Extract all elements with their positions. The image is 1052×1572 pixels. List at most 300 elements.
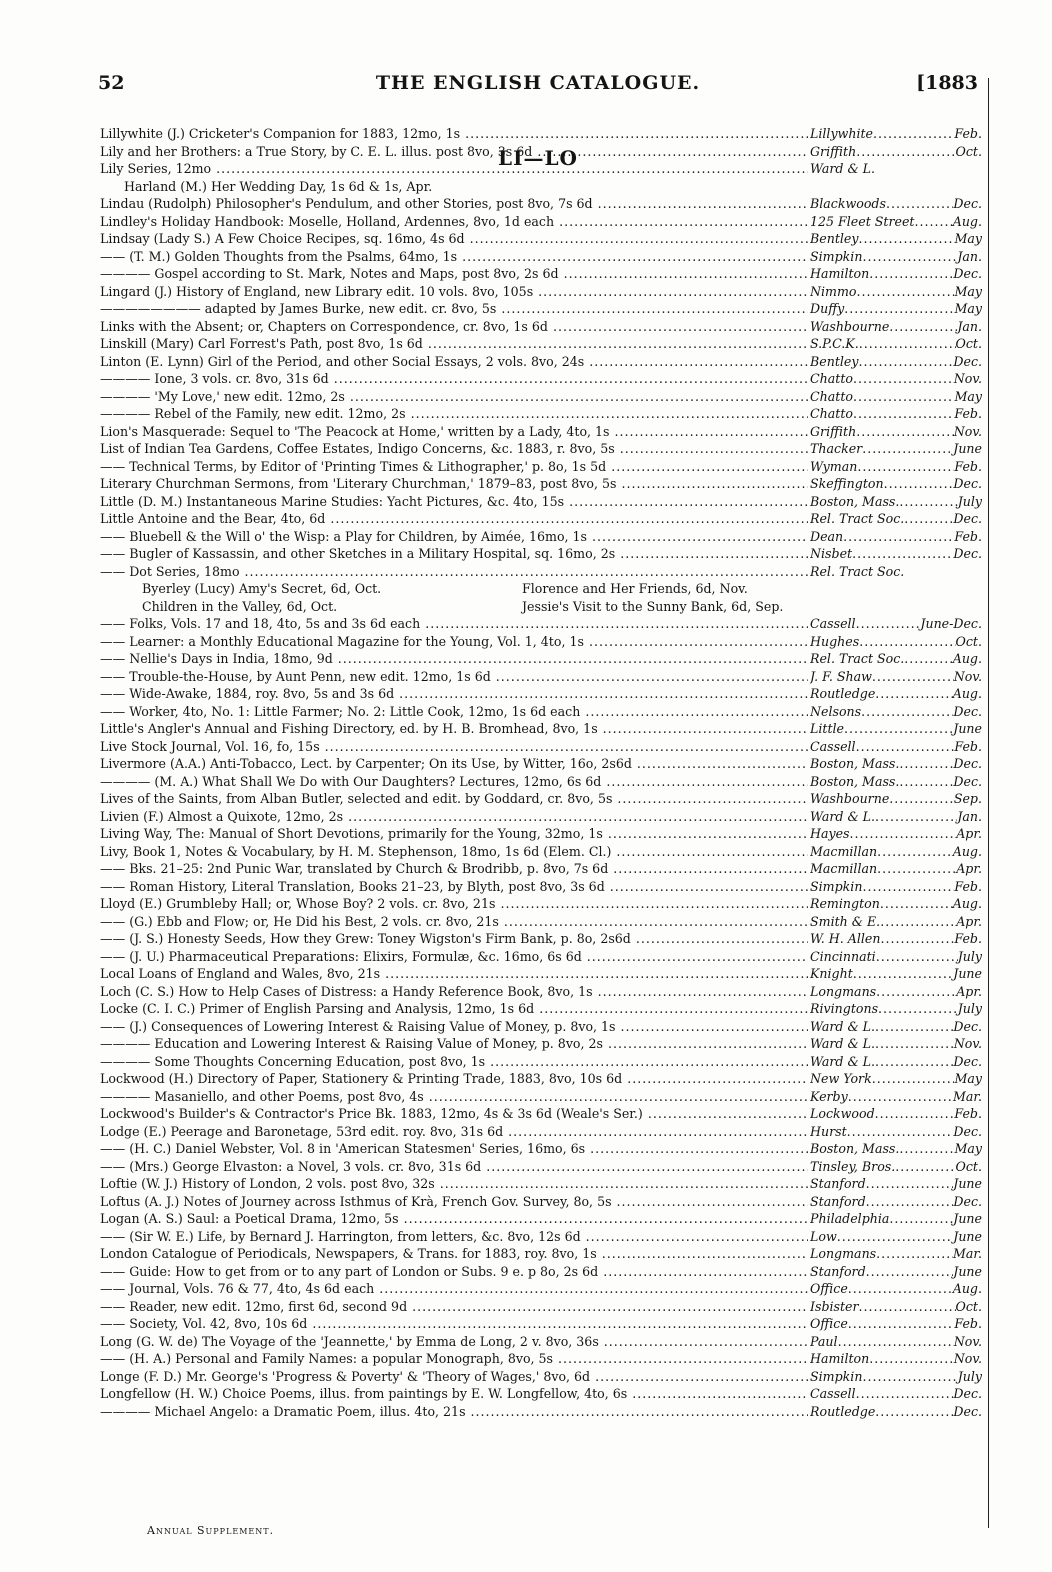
publication-month: Feb. — [954, 931, 982, 946]
entry-title: Locke (C. I. C.) Primer of English Parsing and Analysis, 12mo, 1s 6d ..... — [100, 1001, 808, 1016]
publication-month: Apr. — [956, 913, 982, 929]
catalogue-entry — [100, 1001, 982, 1019]
publication-month: Oct. — [955, 1158, 982, 1174]
publisher-name: Rel. Tract Soc. ..... — [810, 511, 953, 526]
publisher-name: Griffith ..... — [810, 424, 954, 439]
publication-month: Jan. — [957, 248, 982, 264]
publication-month: May — [954, 388, 982, 404]
entry-title: —— Journal, Vols. 76 & 77, 4to, 4s 6d each ..... — [100, 1281, 808, 1296]
entry-title: —— Guide: How to get from or to any part of London or Subs. 9 e. p 8o, 2s 6d ..... — [100, 1264, 808, 1279]
entry-title: ———— (M. A.) What Shall We Do with Our Daughters? Lectures, 12mo, 6s 6d ..... — [100, 774, 808, 789]
entry-title: —— (J. S.) Honesty Seeds, How they Grew: Toney Wigston's Firm Bank, p. 8o, 2s6d ..... — [100, 931, 808, 946]
entry-title: —— Bluebell & the Will o' the Wisp: a Play for Children, by Aimée, 16mo, 1s ..... — [100, 529, 808, 544]
publisher-name: Bentley ..... — [810, 231, 954, 246]
catalogue-entry — [100, 1299, 982, 1317]
entry-publisher — [810, 1246, 982, 1261]
publication-month: May — [954, 231, 982, 246]
publication-month: Dec. — [953, 1053, 982, 1069]
entry-title: ———— Ione, 3 vols. cr. 8vo, 31s 6d ..... — [100, 371, 808, 386]
entry-title: —— Wide-Awake, 1884, roy. 8vo, 5s and 3s 6d ..... — [100, 686, 808, 701]
entry-title: Livermore (A.A.) Anti-Tobacco, Lect. by Carpenter; On its Use, by Witter, 16o, 2s6d ..... — [100, 756, 808, 771]
catalogue-entry — [100, 494, 982, 512]
entry-title: Loch (C. S.) How to Help Cases of Distress: a Handy Reference Book, 8vo, 1s ..... — [100, 984, 808, 999]
catalogue-entry — [100, 1229, 982, 1247]
entry-publisher — [810, 914, 982, 929]
publisher-name: Griffith ..... — [810, 144, 956, 159]
publication-month: June — [953, 721, 982, 736]
entry-publisher — [810, 336, 982, 351]
catalogue-entry — [100, 1194, 982, 1212]
entry-title: Linskill (Mary) Carl Forrest's Path, post 8vo, 1s 6d ..... — [100, 336, 808, 351]
catalogue-entry — [100, 861, 982, 879]
entry-title: —— Roman History, Literal Translation, Books 21–23, by Blyth, post 8vo, 3s 6d ..... — [100, 879, 808, 894]
publication-month: June — [953, 1228, 982, 1244]
entry-title: ———— Masaniello, and other Poems, post 8vo, 4s ..... — [100, 1089, 808, 1104]
catalogue-entry — [100, 249, 982, 267]
entry-publisher — [810, 809, 982, 824]
entry-publisher — [810, 756, 982, 771]
entry-title: ———— Gospel according to St. Mark, Notes and Maps, post 8vo, 2s 6d ..... — [100, 266, 808, 281]
catalogue-entry — [100, 1369, 982, 1387]
publisher-name: Simpkin ..... — [810, 1369, 958, 1384]
entry-publisher — [810, 1386, 982, 1401]
entry-title: —— Folks, Vols. 17 and 18, 4to, 5s and 3s 6d each ..... — [100, 616, 808, 631]
entry-title: Lodge (E.) Peerage and Baronetage, 53rd edit. roy. 8vo, 31s 6d ..... — [100, 1124, 808, 1139]
entry-publisher — [810, 301, 982, 316]
publication-month: July — [957, 1001, 982, 1016]
catalogue-entry — [100, 231, 982, 249]
publisher-name: Chatto ..... — [810, 406, 954, 421]
entry-title: Lindley's Holiday Handbook: Moselle, Holland, Ardennes, 8vo, 1d each ..... — [100, 214, 808, 229]
entry-title: Lillywhite (J.) Cricketer's Companion for 1883, 12mo, 1s ..... — [100, 126, 808, 141]
entry-title: ———— Rebel of the Family, new edit. 12mo, 2s ..... — [100, 406, 808, 421]
publication-month: July — [957, 948, 982, 964]
publisher-name: Washbourne ..... — [810, 319, 957, 334]
entry-title: —— Technical Terms, by Editor of 'Printing Times & Lithographer,' p. 8o, 1s 5d ..... — [100, 459, 808, 474]
entry-title: —— Reader, new edit. 12mo, first 6d, second 9d ..... — [100, 1299, 808, 1314]
publisher-name: Stanford ..... — [810, 1194, 953, 1209]
dot-series-title: Byerley (Lucy) Amy's Secret, 6d, Oct. — [142, 581, 382, 596]
entry-publisher — [810, 1229, 982, 1244]
entry-title: —— Bugler of Kassassin, and other Sketches in a Military Hospital, sq. 16mo, 2s ..... — [100, 546, 808, 561]
entry-publisher — [810, 879, 982, 894]
publication-month: Feb. — [954, 458, 982, 474]
catalogue-entry — [100, 651, 982, 669]
catalogue-entry — [100, 161, 982, 179]
entry-title: —— (Sir W. E.) Life, by Bernard J. Harrington, from letters, &c. 8vo, 12s 6d ..... — [100, 1229, 808, 1244]
publisher-name: Macmillan ..... — [810, 861, 956, 876]
entry-title: Lockwood (H.) Directory of Paper, Stationery & Printing Trade, 1883, 8vo, 10s 6d ..... — [100, 1071, 808, 1086]
entry-title: —— Worker, 4to, No. 1: Little Farmer; No. 2: Little Cook, 12mo, 1s 6d each ..... — [100, 704, 808, 719]
publication-month: Nov. — [953, 1351, 982, 1366]
entry-publisher — [810, 161, 982, 176]
catalogue-entry — [100, 756, 982, 774]
entry-title: ———— 'My Love,' new edit. 12mo, 2s ..... — [100, 389, 808, 404]
entry-publisher — [810, 371, 982, 386]
entry-publisher — [810, 284, 982, 299]
catalogue-entry — [100, 704, 982, 722]
publication-month: June — [953, 1176, 982, 1191]
entry-title: London Catalogue of Periodicals, Newspapers, & Trans. for 1883, roy. 8vo, 1s ..... — [100, 1246, 808, 1261]
publisher-name: Washbourne ..... — [810, 791, 954, 806]
entry-title: Loftie (W. J.) History of London, 2 vols. post 8vo, 32s ..... — [100, 1176, 808, 1191]
publication-month: Oct. — [955, 633, 982, 649]
publication-month: May — [954, 1071, 982, 1086]
publisher-name: Stanford ..... — [810, 1264, 953, 1279]
entry-title: —— (H. A.) Personal and Family Names: a popular Monograph, 8vo, 5s ..... — [100, 1351, 808, 1366]
catalogue-title: THE ENGLISH CATALOGUE. — [375, 72, 701, 94]
entry-publisher — [810, 564, 982, 579]
catalogue-entry — [100, 214, 982, 232]
entry-title: —— (T. M.) Golden Thoughts from the Psalms, 64mo, 1s ..... — [100, 249, 808, 264]
entry-publisher — [810, 686, 982, 701]
publication-month: Dec. — [953, 1193, 982, 1209]
entry-title: Linton (E. Lynn) Girl of the Period, and other Social Essays, 2 vols. 8vo, 24s ..... — [100, 354, 808, 369]
catalogue-entry — [100, 1036, 982, 1054]
entry-publisher — [810, 354, 982, 369]
entry-publisher — [810, 406, 982, 421]
publication-month: Dec. — [953, 703, 982, 719]
entry-title: Lloyd (E.) Grumbleby Hall; or, Whose Boy? 2 vols. cr. 8vo, 21s ..... — [100, 896, 808, 911]
publisher-name: Smith & E. ..... — [810, 914, 956, 929]
catalogue-entry — [100, 791, 982, 809]
entry-title: List of Indian Tea Gardens, Coffee Estates, Indigo Concerns, &c. 1883, r. 8vo, 5s ..... — [100, 441, 808, 456]
page-number: 52 — [98, 72, 125, 94]
publication-month: Feb. — [954, 1316, 982, 1331]
entry-publisher — [810, 721, 982, 736]
publisher-name: Boston, Mass. ..... — [810, 1141, 954, 1156]
publisher-name: Cassell ..... — [810, 739, 954, 754]
entry-publisher — [810, 126, 982, 141]
catalogue-entry — [100, 529, 982, 547]
catalogue-entry — [100, 844, 982, 862]
entry-title: Loftus (A. J.) Notes of Journey across Isthmus of Krà, French Gov. Survey, 8o, 5s ..... — [100, 1194, 808, 1209]
publisher-name: Hamilton ..... — [810, 1351, 954, 1366]
catalogue-entry — [100, 441, 982, 459]
catalogue-entry — [100, 826, 982, 844]
publication-month: Oct. — [955, 1298, 982, 1314]
publication-month: Dec. — [953, 1123, 982, 1139]
entry-publisher — [810, 476, 982, 491]
publisher-name: Hurst ..... — [810, 1124, 953, 1139]
entry-publisher — [810, 1124, 982, 1139]
entry-title: —— (J. U.) Pharmaceutical Preparations: Elixirs, Formulæ, &c. 16mo, 6s 6d ..... — [100, 949, 808, 964]
catalogue-entry — [100, 1019, 982, 1037]
entry-publisher — [810, 389, 982, 404]
publisher-name: Knight ..... — [810, 966, 953, 981]
catalogue-entry — [100, 669, 982, 687]
entry-title: Local Loans of England and Wales, 8vo, 21s ..... — [100, 966, 808, 981]
publisher-name: Ward & L. ..... — [810, 1036, 954, 1051]
publication-month: Dec. — [953, 1386, 982, 1401]
entry-publisher — [810, 651, 982, 666]
catalogue-entry — [100, 984, 982, 1002]
entry-publisher — [810, 1019, 982, 1034]
catalogue-entry — [100, 1404, 982, 1422]
catalogue-year: [1883 — [916, 72, 978, 94]
catalogue-entry — [100, 319, 982, 337]
publisher-name: Rel. Tract Soc. ..... — [810, 651, 953, 666]
catalogue-entry — [100, 1211, 982, 1229]
entry-title: Lives of the Saints, from Alban Butler, selected and edit. by Goddard, cr. 8vo, 5s ..... — [100, 791, 808, 806]
publisher-name: Low ..... — [810, 1229, 953, 1244]
catalogue-entry — [100, 1176, 982, 1194]
publisher-name: Hughes ..... — [810, 634, 956, 649]
entry-publisher — [810, 844, 982, 859]
catalogue-entry — [100, 879, 982, 897]
entry-publisher — [810, 1176, 982, 1191]
entry-title: —— Trouble-the-House, by Aunt Penn, new edit. 12mo, 1s 6d ..... — [100, 669, 808, 684]
publisher-name: W. H. Allen ..... — [810, 931, 954, 946]
publisher-name: Cincinnati ..... — [810, 949, 958, 964]
publication-month: Dec. — [953, 1403, 982, 1419]
catalogue-entry — [100, 809, 982, 827]
catalogue-entry — [100, 1246, 982, 1264]
entry-publisher — [810, 494, 982, 509]
catalogue-entry — [100, 634, 982, 652]
publisher-name: Cassell ..... — [810, 616, 920, 631]
publication-month: Dec. — [953, 1018, 982, 1034]
publication-month: Mar. — [952, 1088, 982, 1104]
entry-publisher — [810, 1316, 982, 1331]
catalogue-entry — [100, 546, 982, 564]
entry-publisher — [810, 214, 982, 229]
catalogue-entry — [100, 424, 982, 442]
catalogue-entry — [100, 284, 982, 302]
publisher-name: Chatto ..... — [810, 371, 954, 386]
publisher-name: Longmans ..... — [810, 1246, 953, 1261]
catalogue-entry — [100, 739, 982, 757]
catalogue-entry — [100, 476, 982, 494]
catalogue-entry — [100, 931, 982, 949]
entry-publisher — [810, 459, 982, 474]
entry-publisher — [810, 1281, 982, 1296]
publication-month: Dec. — [953, 196, 982, 211]
publication-month: Dec. — [953, 546, 982, 561]
publication-month: Sep. — [953, 791, 982, 806]
entry-title: —— Dot Series, 18mo ..... — [100, 564, 808, 579]
publication-month: Mar. — [952, 1246, 982, 1261]
entry-title: Live Stock Journal, Vol. 16, fo, 15s ..... — [100, 739, 808, 754]
publisher-name: Routledge ..... — [810, 1404, 953, 1419]
publication-month: Jan. — [957, 808, 982, 824]
publisher-name: Office ..... — [810, 1281, 953, 1296]
publisher-name: Remington ..... — [810, 896, 953, 911]
publication-month: Dec. — [953, 773, 982, 789]
entry-publisher — [810, 966, 982, 981]
entry-title: —— Society, Vol. 42, 8vo, 10s 6d ..... — [100, 1316, 808, 1331]
entry-publisher — [810, 1369, 982, 1384]
publication-month: Apr. — [956, 826, 982, 841]
entry-publisher — [810, 441, 982, 456]
entry-title: Logan (A. S.) Saul: a Poetical Drama, 12mo, 5s ..... — [100, 1211, 808, 1226]
entry-title: ———— Education and Lowering Interest & Raising Value of Money, p. 8vo, 2s ..... — [100, 1036, 808, 1051]
entry-title: Livy, Book 1, Notes & Vocabulary, by H. M. Stephenson, 18mo, 1s 6d (Elem. Cl.) ..... — [100, 844, 808, 859]
publisher-name: Little ..... — [810, 721, 953, 736]
catalogue-entries — [100, 126, 982, 1421]
publisher-name: Ward & L. ..... — [810, 1019, 953, 1034]
publication-month: Aug. — [952, 686, 982, 701]
entry-publisher — [810, 1001, 982, 1016]
publication-month: May — [954, 1141, 982, 1156]
entry-publisher — [810, 826, 982, 841]
entry-title: Living Way, The: Manual of Short Devotions, primarily for the Young, 32mo, 1s ..... — [100, 826, 808, 841]
publisher-name: Simpkin ..... — [810, 249, 957, 264]
publication-month: Apr. — [956, 983, 982, 999]
publication-month: Aug. — [952, 213, 982, 229]
publisher-name: Philadelphia ..... — [810, 1211, 953, 1226]
catalogue-entry — [100, 1071, 982, 1089]
publication-month: Nov. — [953, 1333, 982, 1349]
entry-title: Lily Series, 12mo ..... — [100, 161, 808, 176]
entry-publisher — [810, 249, 982, 264]
publication-month: Aug. — [952, 896, 982, 911]
publication-month: Feb. — [954, 406, 982, 421]
entry-publisher — [810, 266, 982, 281]
publisher-name: Isbister ..... — [810, 1299, 956, 1314]
entry-title: —— Nellie's Days in India, 18mo, 9d ..... — [100, 651, 808, 666]
catalogue-entry — [100, 1281, 982, 1299]
publication-month: Dec. — [953, 511, 982, 526]
entry-title: Lion's Masquerade: Sequel to 'The Peacock at Home,' written by a Lady, 4to, 1s ..... — [100, 424, 808, 439]
entry-title: Long (G. W. de) The Voyage of the 'Jeannette,' by Emma de Long, 2 v. 8vo, 36s ..... — [100, 1334, 808, 1349]
entry-title: Lily and her Brothers: a True Story, by C. E. L. illus. post 8vo, 3s 6d ..... — [100, 144, 808, 159]
entry-publisher — [810, 1036, 982, 1051]
publisher-name: Nisbet ..... — [810, 546, 953, 561]
entry-publisher — [810, 949, 982, 964]
entry-publisher — [810, 1054, 982, 1069]
publication-month: Dec. — [953, 266, 982, 281]
entry-publisher — [810, 931, 982, 946]
entry-title: ———— Michael Angelo: a Dramatic Poem, illus. 4to, 21s ..... — [100, 1404, 808, 1419]
publisher-name: Ward & L. ..... — [810, 809, 957, 824]
publisher-name: J. F. Shaw ..... — [810, 669, 954, 684]
entry-publisher — [810, 1264, 982, 1279]
entry-title: —— Learner: a Monthly Educational Magazine for the Young, Vol. 1, 4to, 1s ..... — [100, 634, 808, 649]
publisher-name: Stanford ..... — [810, 1176, 953, 1191]
publication-month: Aug. — [952, 843, 982, 859]
publisher-name: 125 Fleet Street ..... — [810, 214, 953, 229]
catalogue-entry — [100, 966, 982, 984]
publication-month: Nov. — [953, 668, 982, 684]
page-footer: Annual Supplement. — [147, 1524, 275, 1537]
publisher-name: Boston, Mass. ..... — [810, 756, 953, 771]
section-heading: LI—LO — [498, 146, 578, 170]
entry-publisher — [810, 861, 982, 876]
entry-title: Literary Churchman Sermons, from 'Literary Churchman,' 1879–83, post 8vo, 5s ..... — [100, 476, 808, 491]
catalogue-entry — [100, 1089, 982, 1107]
entry-title: —— (J.) Consequences of Lowering Interest & Raising Value of Money, p. 8vo, 1s ..... — [100, 1019, 808, 1034]
publisher-name: New York ..... — [810, 1071, 954, 1086]
publisher-name: Thacker ..... — [810, 441, 953, 456]
entry-publisher — [810, 1211, 982, 1226]
entry-publisher — [810, 896, 982, 911]
publisher-name: Hamilton ..... — [810, 266, 953, 281]
entry-title: —— (G.) Ebb and Flow; or, He Did his Best, 2 vols. cr. 8vo, 21s ..... — [100, 914, 808, 929]
publisher-name: Blackwoods ..... — [810, 196, 953, 211]
publication-month: Dec. — [953, 476, 982, 491]
entry-publisher — [810, 984, 982, 999]
catalogue-entry — [100, 721, 982, 739]
catalogue-entry — [100, 406, 982, 424]
catalogue-entry — [100, 1054, 982, 1072]
publication-month: Nov. — [953, 371, 982, 386]
publisher-name: Kerby ..... — [810, 1089, 953, 1104]
catalogue-entry — [100, 1106, 982, 1124]
entry-publisher — [810, 1351, 982, 1366]
entry-publisher — [810, 319, 982, 334]
publisher-name: Paul ..... — [810, 1334, 954, 1349]
entry-title: ———————— adapted by James Burke, new edit. cr. 8vo, 5s ..... — [100, 301, 808, 316]
catalogue-entry — [100, 914, 982, 932]
catalogue-entry — [100, 1264, 982, 1282]
publication-month: Feb. — [954, 738, 982, 754]
catalogue-entry — [100, 196, 982, 214]
publisher-name: Office ..... — [810, 1316, 954, 1331]
publication-month: May — [954, 283, 982, 299]
entry-publisher — [810, 529, 982, 544]
publisher-name: Nimmo ..... — [810, 284, 954, 299]
catalogue-entry — [100, 1386, 982, 1404]
entry-publisher — [810, 634, 982, 649]
entry-title: Longfellow (H. W.) Choice Poems, illus. from paintings by E. W. Longfellow, 4to, 6s ..... — [100, 1386, 808, 1401]
dot-series-title: Children in the Valley, 6d, Oct. — [142, 598, 338, 614]
publisher-name: Simpkin ..... — [810, 879, 954, 894]
publication-month: June — [953, 966, 982, 981]
entry-publisher — [810, 424, 982, 439]
publication-month: June — [953, 1211, 982, 1226]
publication-month: Feb. — [954, 528, 982, 544]
entry-title: Livien (F.) Almost a Quixote, 12mo, 2s ..... — [100, 809, 808, 824]
publisher-name: Nelsons ..... — [810, 704, 953, 719]
publisher-name: Boston, Mass. ..... — [810, 774, 953, 789]
publication-month: Oct. — [955, 143, 982, 159]
publication-month: Oct. — [955, 336, 982, 351]
dot-series-row — [100, 581, 982, 599]
entry-title: Lockwood's Builder's & Contractor's Price Bk. 1883, 12mo, 4s & 3s 6d (Weale's Ser.) ..... — [100, 1106, 808, 1121]
publisher-name: Rivingtons ..... — [810, 1001, 958, 1016]
publisher-name: Skeffington ..... — [810, 476, 953, 491]
entry-title: ———— Some Thoughts Concerning Education, post 8vo, 1s ..... — [100, 1054, 808, 1069]
publisher-name: Ward & L. — [810, 161, 876, 176]
catalogue-entry — [100, 511, 982, 529]
entry-title: —— (Mrs.) George Elvaston: a Novel, 3 vols. cr. 8vo, 31s 6d ..... — [100, 1159, 808, 1174]
catalogue-entry — [100, 1159, 982, 1177]
publication-month: Nov. — [953, 423, 982, 439]
catalogue-entry — [100, 896, 982, 914]
publication-month: Aug. — [952, 1281, 982, 1296]
entry-publisher — [810, 1141, 982, 1156]
entry-publisher — [810, 196, 982, 211]
catalogue-entry — [100, 564, 982, 582]
publisher-name: Ward & L. ..... — [810, 1054, 953, 1069]
entry-publisher — [810, 1106, 982, 1121]
publication-month: May — [954, 301, 982, 316]
catalogue-entry — [100, 1351, 982, 1369]
publication-month: Feb. — [954, 1106, 982, 1121]
publication-month: Dec. — [953, 353, 982, 369]
publication-month: Dec. — [953, 756, 982, 771]
entry-publisher — [810, 511, 982, 526]
publisher-name: Lockwood ..... — [810, 1106, 954, 1121]
publisher-name: Boston, Mass. ..... — [810, 494, 958, 509]
publication-month: June — [953, 441, 982, 456]
publisher-name: Dean ..... — [810, 529, 954, 544]
publication-month: Aug. — [952, 651, 982, 666]
entry-publisher — [810, 1194, 982, 1209]
entry-publisher — [810, 704, 982, 719]
entry-title: —— (H. C.) Daniel Webster, Vol. 8 in 'American Statesmen' Series, 16mo, 6s ..... — [100, 1141, 808, 1156]
